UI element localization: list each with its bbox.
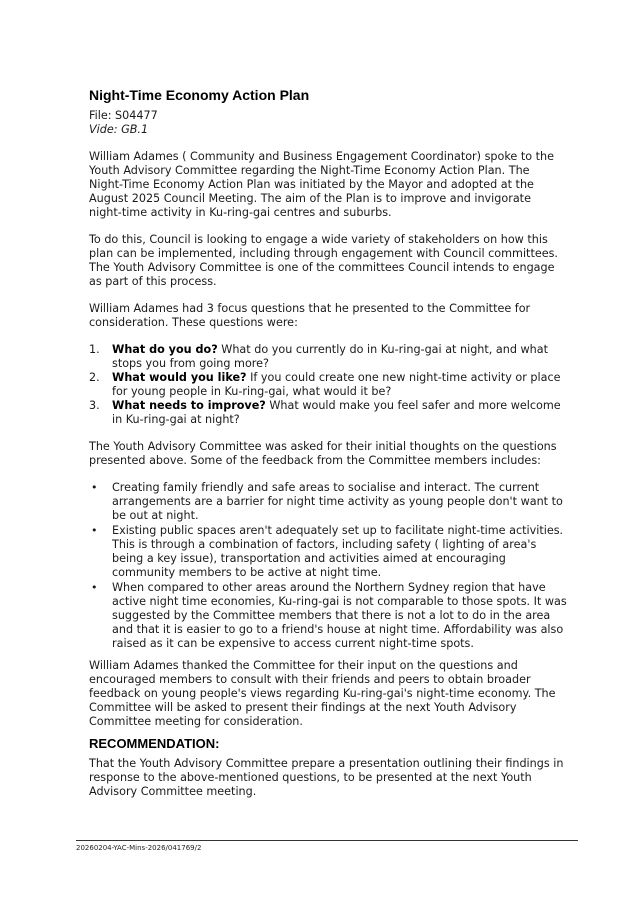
bullet-icon: •	[91, 581, 98, 594]
closing-paragraph: William Adames thanked the Committee for their input on the questions and encouraged members to consult with their friends and peers to obtain broader feedback on young people's views regarding Ku-ring-gai's night-time economy. The Committee will be asked to present their findings at the next Youth Advisory Committee meeting for consideration.	[89, 659, 556, 728]
bullet-icon: •	[91, 524, 98, 537]
footer-divider	[76, 840, 578, 841]
recommendation-heading: RECOMMENDATION:	[89, 736, 220, 751]
file-reference-block	[89, 109, 567, 137]
question-number: 2.	[89, 371, 100, 384]
feedback-item	[89, 481, 567, 523]
file-number: File: S04477	[89, 109, 158, 122]
question-text: If you could create one new night-time activity or place for young people in Ku-ring-gai, what would it be?	[112, 371, 561, 398]
bullet-icon: •	[91, 481, 98, 494]
question-heading: What do you do?	[112, 343, 218, 356]
feedback-item	[89, 524, 567, 580]
focus-question	[89, 399, 567, 427]
focus-question	[89, 343, 567, 371]
intro-paragraph-2: To do this, Council is looking to engage a wide variety of stakeholders on how this plan can be implemented, including through engagement with Council committees. The Youth Advisory Committee is one of the committees Council intends to engage as part of this process.	[89, 233, 558, 288]
feedback-item	[89, 581, 567, 651]
focus-question	[89, 371, 567, 399]
intro-paragraph-1: William Adames ( Community and Business Engagement Coordinator) spoke to the Youth Advisory Committee regarding the Night-Time Economy Action Plan. The Night-Time Economy Action Plan was initiated by the Mayor and adopted at the August 2025 Council Meeting. The aim of the Plan is to improve and invigorate night-time activity in Ku-ring-gai centres and suburbs.	[89, 150, 555, 219]
question-number: 3.	[89, 399, 100, 412]
page-title: Night-Time Economy Action Plan	[89, 87, 310, 103]
feedback-text: Existing public spaces aren't adequately set up to facilitate night-time activities. This is through a combination of factors, including safety ( lighting of area's being a key issue), transportation and activities aimed at encouraging community members to be active at night time.	[112, 524, 564, 579]
question-number: 1.	[89, 343, 100, 356]
question-text: What would make you feel safer and more welcome in Ku-ring-gai at night?	[112, 399, 561, 426]
feedback-text: When compared to other areas around the Northern Sydney region that have active night time economies, Ku-ring-gai is not comparable to those spots. It was suggested by the Committee members that there is not a lot to do in the area and that it is easier to go to a friend's house at night time. Affordability was also raised as it can be expensive to access current night-time spots.	[112, 581, 567, 650]
focus-questions-list	[89, 343, 567, 427]
vide-reference: Vide: GB.1	[89, 123, 149, 136]
feedback-text: Creating family friendly and safe areas to socialise and interact. The current arrangements are a barrier for night time activity as young people don't want to be out at night.	[112, 481, 563, 522]
feedback-list	[89, 481, 567, 651]
recommendation-text: That the Youth Advisory Committee prepare a presentation outlining their findings in response to the above-mentioned questions, to be presented at the next Youth Advisory Committee meeting.	[89, 757, 564, 798]
question-heading: What needs to improve?	[112, 399, 266, 412]
feedback-intro-paragraph: The Youth Advisory Committee was asked for their initial thoughts on the questions presented above. Some of the feedback from the Committee members includes:	[89, 440, 557, 467]
intro-paragraph-3: William Adames had 3 focus questions that he presented to the Committee for consideration. These questions were:	[89, 302, 531, 329]
question-text: What do you currently do in Ku-ring-gai at night, and what stops you from going more?	[112, 343, 548, 370]
footer-reference: 20260204-YAC-Mins-2026/041769/2	[76, 844, 202, 852]
document-page	[89, 86, 567, 812]
question-heading: What would you like?	[112, 371, 247, 384]
